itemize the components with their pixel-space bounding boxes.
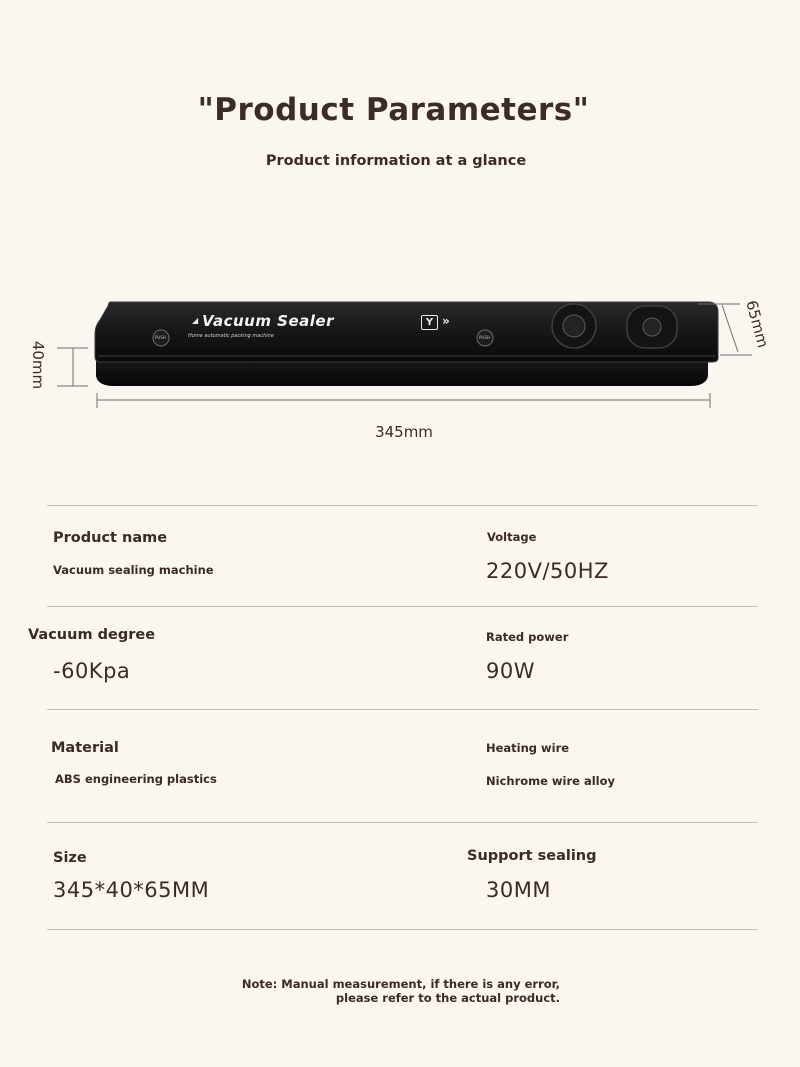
double-chevron-icon: » bbox=[442, 314, 450, 328]
spec-value-vacuum-degree: -60Kpa bbox=[53, 659, 131, 683]
depth-dimension-label: 65mm bbox=[742, 298, 773, 350]
page-title: "Product Parameters" bbox=[197, 92, 590, 128]
push-label-left: PUSH bbox=[155, 335, 166, 340]
table-divider bbox=[47, 606, 758, 607]
spec-label-vacuum-degree: Vacuum degree bbox=[28, 627, 156, 643]
note-line-2: please refer to the actual product. bbox=[335, 991, 560, 1005]
page-subtitle: Product information at a glance bbox=[265, 153, 527, 169]
spec-label-support-sealing: Support sealing bbox=[467, 848, 597, 864]
spec-label-size: Size bbox=[53, 850, 87, 866]
brand-name: Vacuum Sealer bbox=[202, 312, 334, 330]
spec-value-product-name: Vacuum sealing machine bbox=[53, 563, 214, 577]
brand-tagline: Home automatic packing machine bbox=[188, 333, 274, 339]
spec-label-product-name: Product name bbox=[53, 530, 168, 546]
width-dimension-label: 345mm bbox=[375, 423, 433, 441]
spec-value-voltage: 220V/50HZ bbox=[486, 559, 609, 583]
table-divider bbox=[47, 822, 758, 823]
push-label-right: PUSH bbox=[479, 335, 490, 340]
spec-value-rated-power: 90W bbox=[486, 659, 535, 683]
table-divider bbox=[47, 709, 758, 710]
spec-label-material: Material bbox=[51, 740, 119, 756]
spec-label-voltage: Voltage bbox=[487, 530, 537, 544]
spec-value-size: 345*40*65MM bbox=[53, 878, 210, 902]
note-line-1: Note: Manual measurement, if there is any error, bbox=[241, 977, 560, 991]
spec-value-support-sealing: 30MM bbox=[486, 878, 551, 902]
spec-label-heating-wire: Heating wire bbox=[486, 741, 570, 755]
brand-logo: Y bbox=[421, 315, 438, 330]
dimension-lines bbox=[0, 0, 800, 440]
spec-value-material: ABS engineering plastics bbox=[55, 772, 217, 786]
height-dimension-label: 40mm bbox=[29, 340, 48, 390]
spec-label-rated-power: Rated power bbox=[486, 630, 569, 644]
triangle-icon: ◢ bbox=[192, 316, 199, 325]
table-divider bbox=[47, 929, 758, 930]
measurement-note bbox=[100, 977, 560, 1005]
table-divider bbox=[47, 505, 758, 506]
spec-value-heating-wire: Nichrome wire alloy bbox=[486, 774, 616, 788]
